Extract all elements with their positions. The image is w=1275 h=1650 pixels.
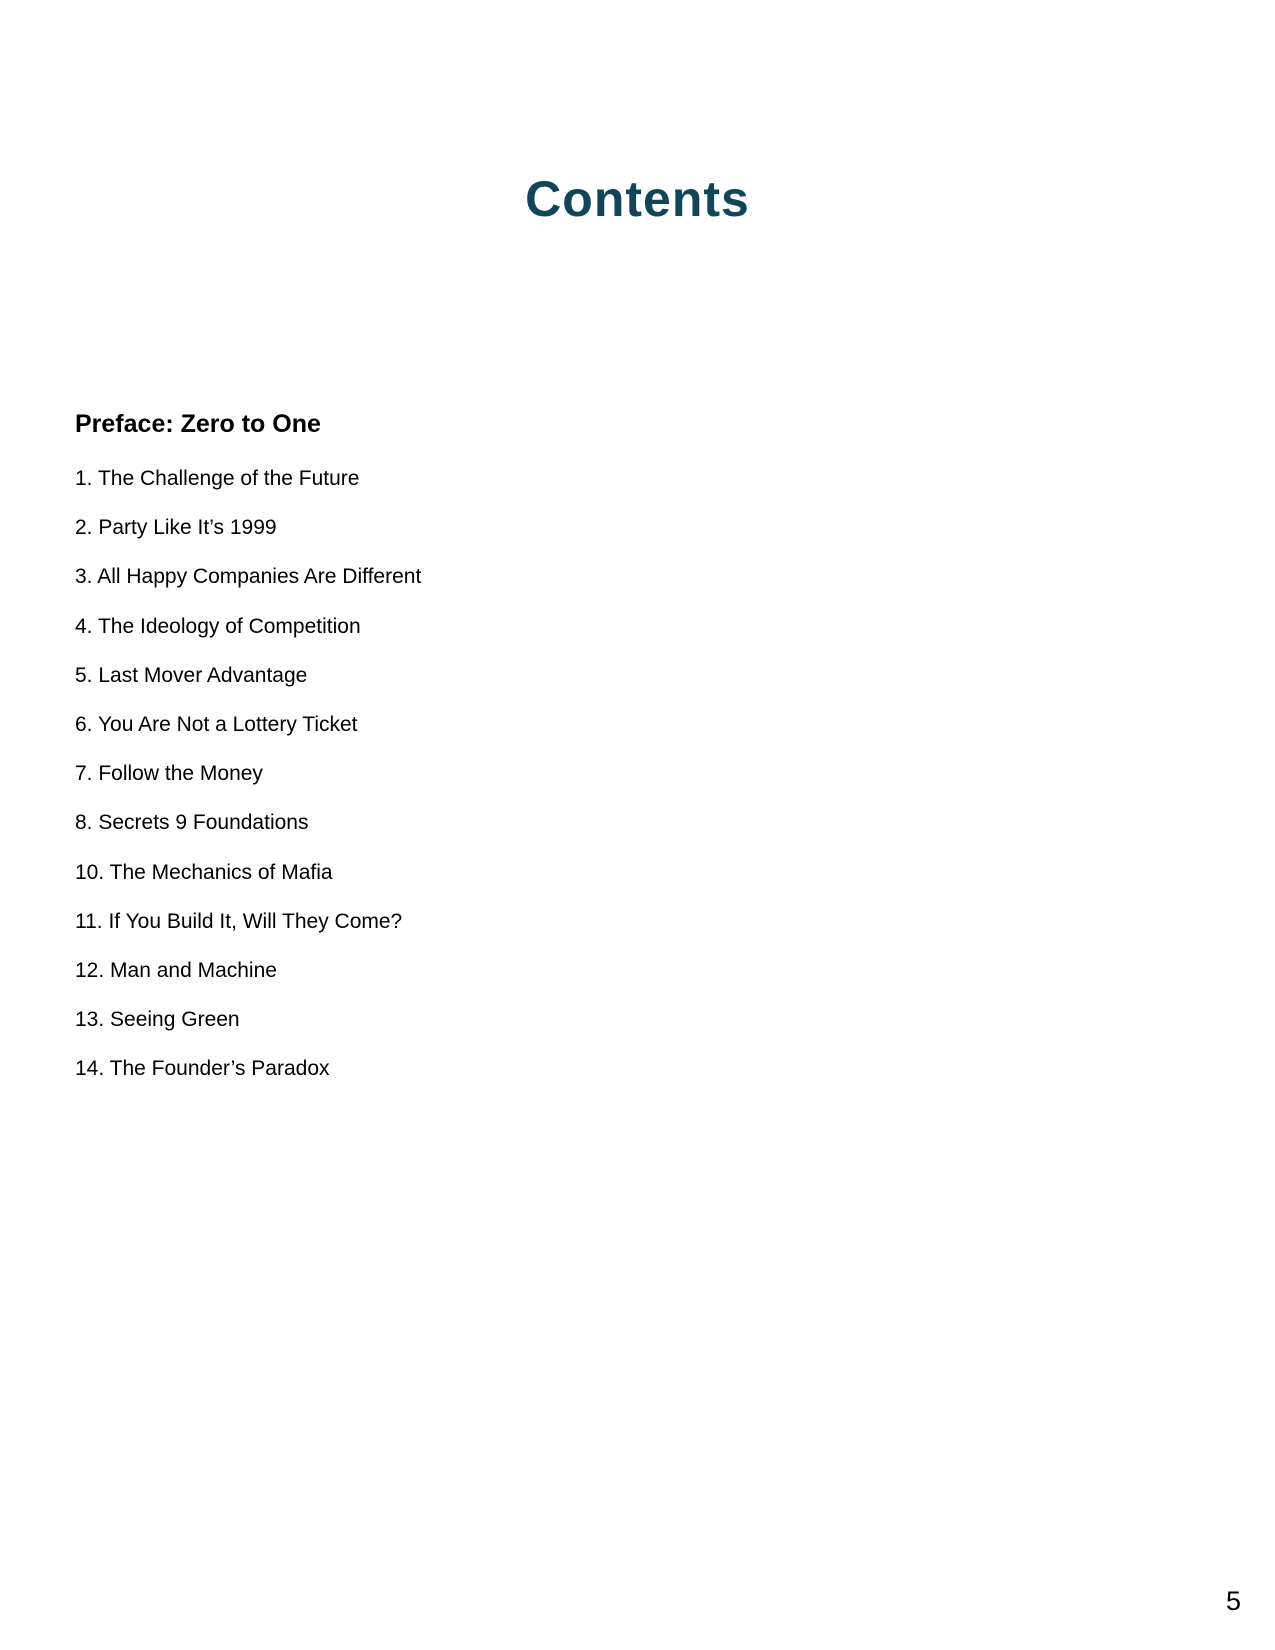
chapter-item: 6. You Are Not a Lottery Ticket [75, 712, 358, 736]
chapter-item: 8. Secrets 9 Foundations [75, 811, 309, 835]
chapter-list [75, 465, 421, 1104]
chapter-item: 4. The Ideology of Competition [75, 614, 361, 638]
preface-heading: Preface: Zero to One [75, 410, 321, 438]
chapter-item: 14. The Founder’s Paradox [75, 1057, 330, 1081]
page-title: Contents [525, 171, 750, 227]
chapter-item: 11. If You Build It, Will They Come? [75, 909, 403, 933]
chapter-item: 12. Man and Machine [75, 958, 277, 982]
chapter-item: 10. The Mechanics of Mafia [75, 860, 333, 884]
chapter-item: 13. Seeing Green [75, 1008, 240, 1032]
chapter-item: 1. The Challenge of the Future [75, 467, 360, 490]
chapter-item: 3. All Happy Companies Are Different [75, 565, 422, 589]
page-number: 5 [1226, 1586, 1242, 1616]
chapter-item: 7. Follow the Money [75, 762, 263, 786]
chapter-item: 5. Last Mover Advantage [75, 663, 308, 687]
chapter-item: 2. Party Like It’s 1999 [75, 516, 277, 540]
